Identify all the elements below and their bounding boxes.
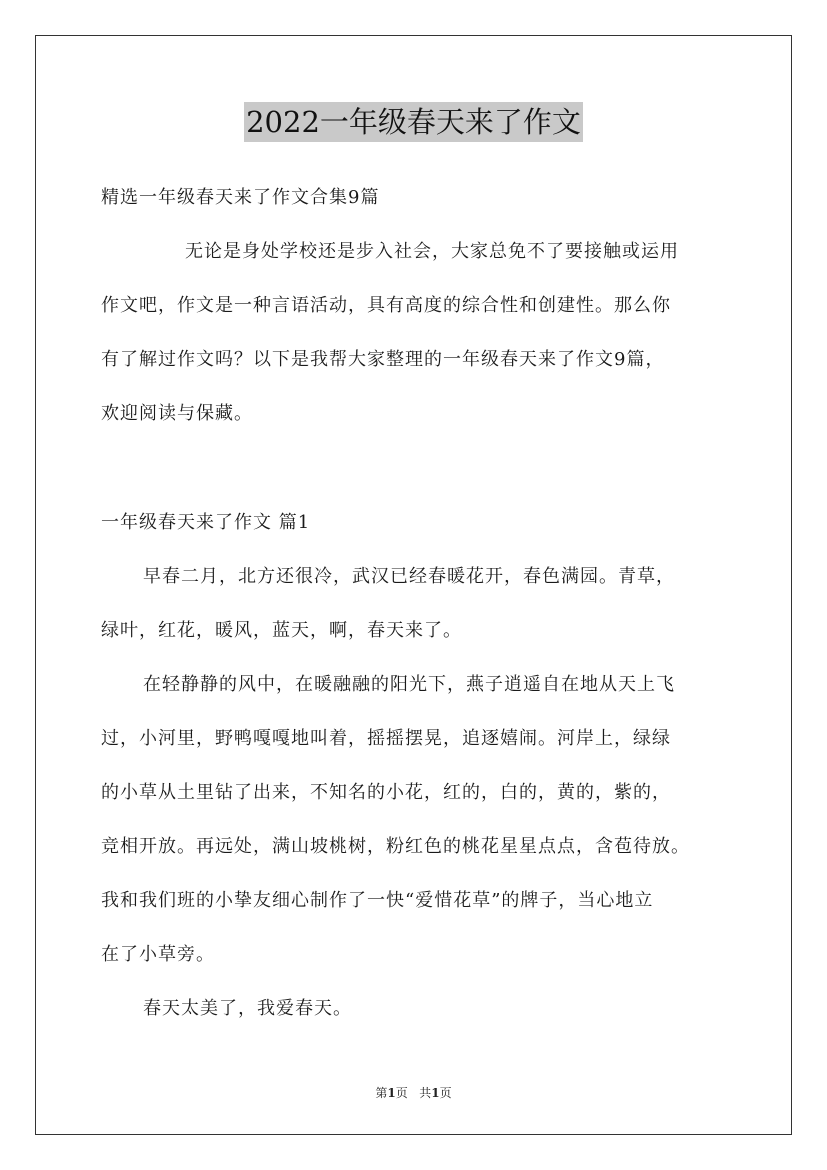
total-pages: 1 bbox=[431, 1086, 440, 1100]
page-suffix: 页 bbox=[395, 1086, 408, 1100]
body-line-9: 春天太美了，我爱春天。 bbox=[143, 998, 352, 1019]
page-footer bbox=[0, 1084, 827, 1101]
body-line-2: 绿叶，红花，暖风，蓝天，啊，春天来了。 bbox=[101, 620, 462, 641]
total-suffix: 页 bbox=[439, 1086, 452, 1100]
page-prefix: 第 bbox=[375, 1086, 388, 1100]
intro-line-2: 作文吧，作文是一种言语活动，具有高度的综合性和创建性。那么你 bbox=[101, 295, 671, 316]
body-line-7: 我和我们班的小挚友细心制作了一快“爱惜花草”的牌子，当心地立 bbox=[101, 890, 654, 911]
intro-line-1: 无论是身处学校还是步入社会，大家总免不了要接触或运用 bbox=[185, 241, 679, 262]
body-line-8: 在了小草旁。 bbox=[101, 944, 215, 965]
document-title: 2022一年级春天来了作文 bbox=[244, 102, 583, 142]
body-line-4: 过，小河里，野鸭嘎嘎地叫着，摇摇摆晃，追逐嬉闹。河岸上，绿绿 bbox=[101, 728, 671, 749]
total-prefix: 共 bbox=[419, 1086, 432, 1100]
page-number: 1 bbox=[387, 1086, 396, 1100]
subtitle: 精选一年级春天来了作文合集9篇 bbox=[101, 187, 380, 208]
body-line-5: 的小草从土里钻了出来，不知名的小花，红的，白的，黄的，紫的， bbox=[101, 782, 671, 803]
intro-line-3: 有了解过作文吗？以下是我帮大家整理的一年级春天来了作文9篇， bbox=[101, 349, 665, 370]
title-block bbox=[0, 102, 827, 142]
section-heading: 一年级春天来了作文 篇1 bbox=[101, 512, 311, 533]
intro-line-4: 欢迎阅读与保藏。 bbox=[101, 403, 253, 424]
body-line-3: 在轻静静的风中，在暖融融的阳光下，燕子逍遥自在地从天上飞 bbox=[143, 674, 675, 695]
body-line-6: 竞相开放。再远处，满山坡桃树，粉红色的桃花星星点点，含苞待放。 bbox=[101, 836, 690, 857]
body-line-1: 早春二月，北方还很冷，武汉已经春暖花开，春色满园。青草， bbox=[143, 566, 675, 587]
